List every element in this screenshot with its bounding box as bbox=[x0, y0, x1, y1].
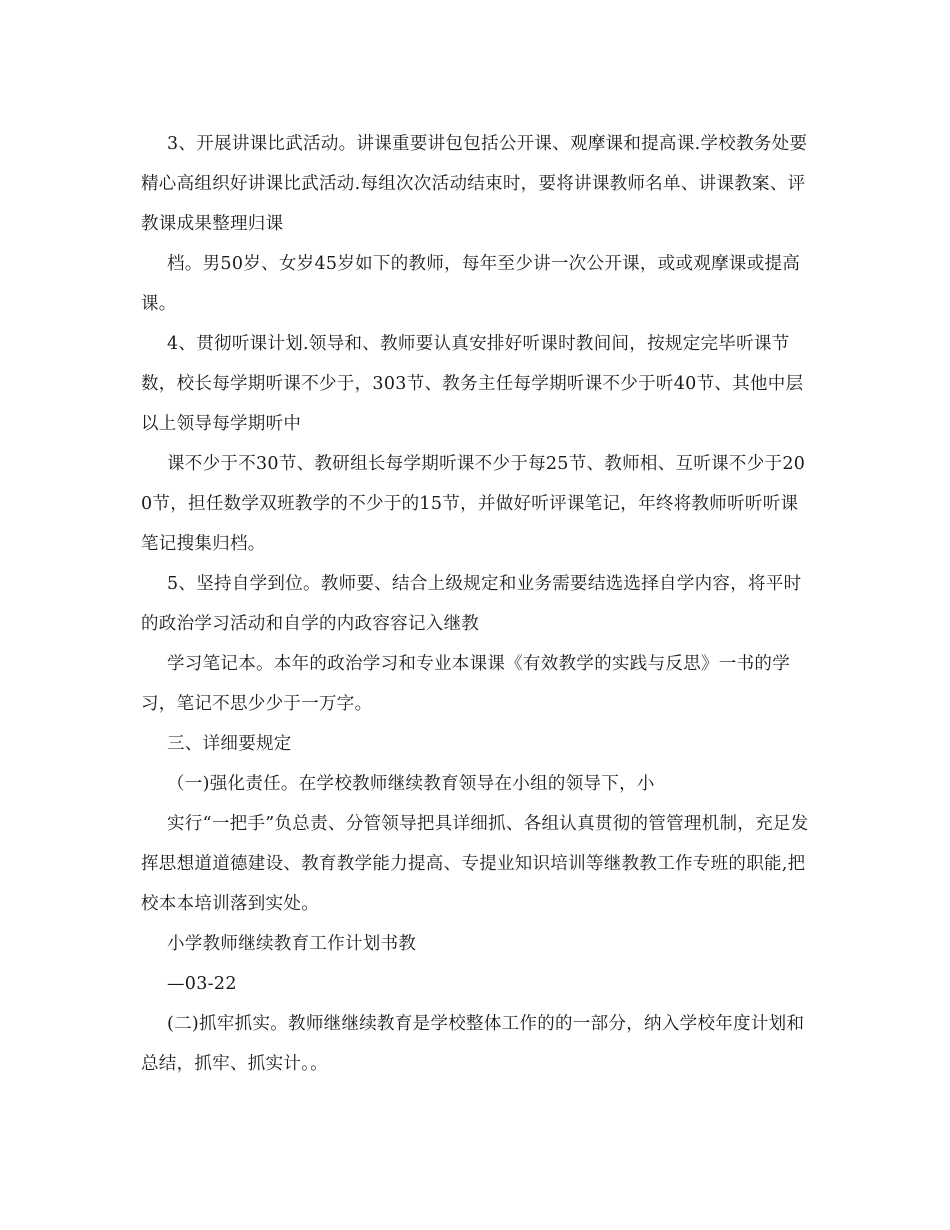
paragraph-lecture-competition: 3、开展讲课比武活动。讲课重要讲包包括公开课、观摩课和提高课.学校教务处要精心高组织好讲课比武活动.每组次次活动结束时，要将讲课教师名单、讲课教案、评教课成果整理归课 bbox=[141, 134, 808, 234]
paragraph-listening-plan: 4、贯彻听课计划.领导和、教师要认真安排好听课时教间间，按规定完毕听课节数，校长每学期听课不少于，303节、教务主任每学期听课不少于听40节、其他中层以上领导每学期听中 bbox=[141, 334, 804, 434]
paragraph-grasp-firmly: (二)抓牢抓实。教师继继续教育是学校整体工作的的一部分，纳入学校年度计划和总结，抓牢、抓实计。。 bbox=[141, 1014, 805, 1074]
paragraph-self-study: 5、坚持自学到位。教师要、结合上级规定和业务需要结选选择自学内容，将平时的政治学习活动和自学的内政容容记入继教 bbox=[141, 574, 802, 634]
document-page bbox=[141, 124, 813, 1084]
paragraph-management-mechanism: 实行“一把手”负总责、分管领导把具详细抓、各组认真贯彻的管管理机制，充足发挥思想道道德建设、教育教学能力提高、专提业知识培训等继教教工作专班的职能,把校本本培训落到实处。 bbox=[141, 814, 809, 914]
paragraph-date: —03-22 bbox=[167, 974, 237, 994]
paragraph-lecture-age-requirement: 档。男50岁、女岁45岁如下的教师，每年至少讲一次公开课，或或观摩课或提高课。 bbox=[141, 254, 801, 314]
section-heading-detailed-requirements: 三、详细要规定 bbox=[167, 734, 292, 754]
paragraph-study-notebook: 学习笔记本。本年的政治学习和专业本课课《有效教学的实践与反思》一书的学习，笔记不思少少于一万字。 bbox=[141, 654, 790, 714]
paragraph-plan-title: 小学教师继续教育工作计划书教 bbox=[167, 934, 417, 954]
paragraph-strengthen-responsibility: （一)强化责任。在学校教师继续教育领导在小组的领导下，小 bbox=[167, 774, 655, 794]
paragraph-listening-counts: 课不少于不30节、教研组长每学期听课不少于每25节、教师相、互听课不少于200节，担任数学双班教学的不少于的15节，并做好听评课笔记，年终将教师听听听课笔记搜集归档。 bbox=[141, 454, 806, 554]
